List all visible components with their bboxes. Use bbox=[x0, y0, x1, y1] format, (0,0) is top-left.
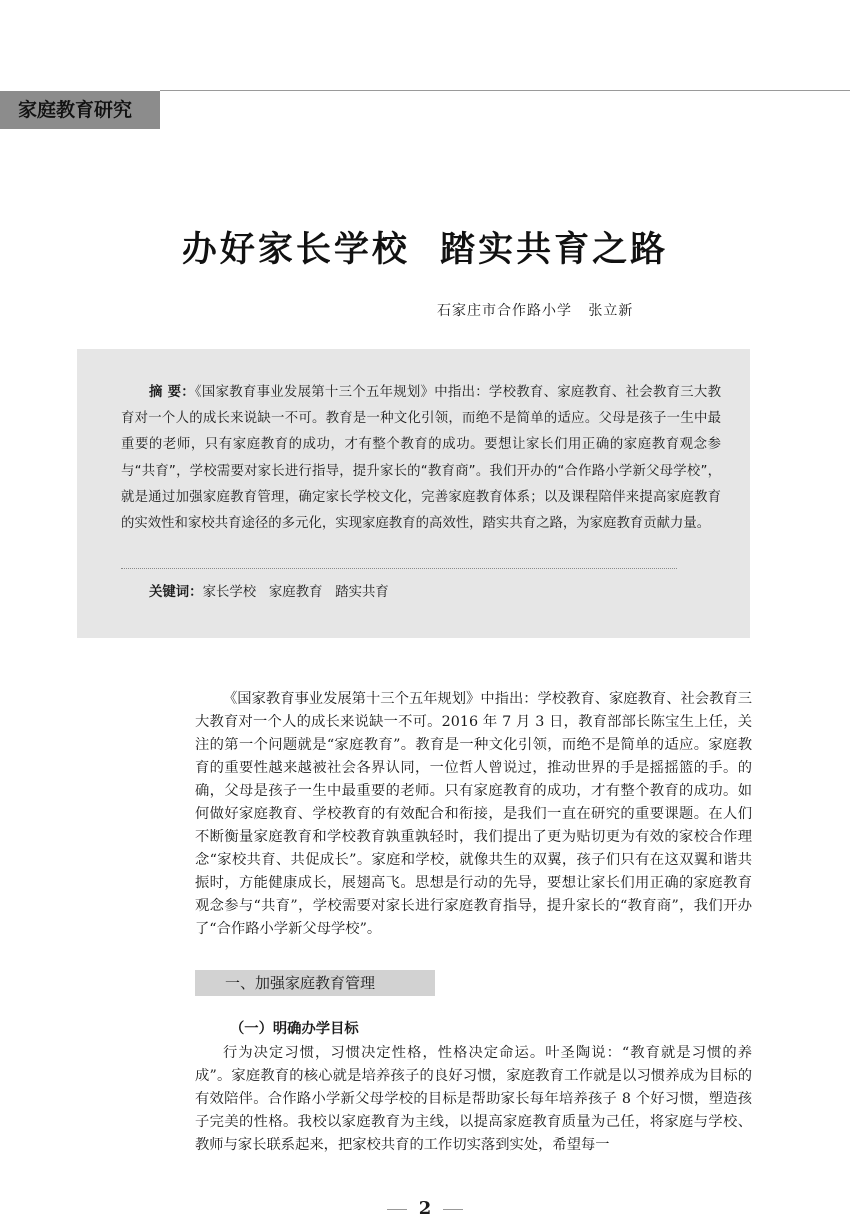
abstract-text: 《国家教育事业发展第十三个五年规划》中指出：学校教育、家庭教育、社会教育三大教育对一个人的成长来说缺一不可。教育是一种文化引领，而绝不是简单的适应。父母是孩子一生中最重要的老师，只有家庭教育的成功，才有整个教育的成功。要想让家长们用正确的家庭教育观念参与“共育”，学校需要对家长进行指导，提升家长的“教育商”。我们开办的“合作路小学新父母学校”，就是通过加强家庭教育管理，确定家长学校文化，完善家庭教育体系；以及课程陪伴来提高家庭教育的实效性和家校共育途径的多元化，实现家庭教育的高效性，踏实共育之路，为家庭教育贡献力量。 bbox=[121, 385, 721, 532]
page-number-text: 2 bbox=[418, 1198, 432, 1219]
section-heading-box bbox=[195, 970, 435, 996]
article-author: 石家庄市合作路小学 张立新 bbox=[437, 303, 634, 319]
abstract-divider bbox=[121, 568, 677, 569]
page-number bbox=[0, 1198, 850, 1219]
intro-paragraph: 《国家教育事业发展第十三个五年规划》中指出：学校教育、家庭教育、社会教育三大教育对一个人的成长来说缺一不可。2016 年 7 月 3 日，教育部部长陈宝生上任，关注的第一个问题就是“家庭教育”。教育是一种文化引领，而绝不是简单的适应。家庭教育的重要性越来越被社会各界认同，一位哲人曾说过，推动世界的手是摇摇篮的手。的确，父母是孩子一生中最重要的老师。只有家庭教育的成功，才有整个教育的成功。如何做好家庭教育、学校教育的有效配合和衔接，是我们一直在研究的重要课题。在人们不断衡量家庭教育和学校教育孰重孰轻时，我们提出了更为贴切更为有效的家校合作理念“家校共育、共促成长”。家庭和学校，就像共生的双翼，孩子们只有在这双翼和谐共振时，方能健康成长，展翅高飞。思想是行动的先导，要想让家长们用正确的家庭教育观念参与“共育”，学校需要对家长进行家庭教育指导，提升家长的“教育商”，我们开办了“合作路小学新父母学校”。 bbox=[195, 691, 752, 937]
keywords-text: 家长学校 家庭教育 踏实共育 bbox=[202, 585, 389, 600]
section-tag: 家庭教育研究 bbox=[0, 91, 160, 129]
subsection-heading: （一）明确办学目标 bbox=[230, 1021, 359, 1037]
keywords-label: 关键词： bbox=[149, 585, 203, 600]
subsection-paragraph: 行为决定习惯，习惯决定性格，性格决定命运。叶圣陶说：“教育就是习惯的养成”。家庭教育的核心就是培养孩子的良好习惯，家庭教育工作就是以习惯养成为目标的有效陪伴。合作路小学新父母学校的目标是帮助家长每年培养孩子 8 个好习惯，塑造孩子完美的性格。我校以家庭教育为主线，以提高家庭教育质量为己任，将家庭与学校、教师与家长联系起来，把家校共育的工作切实落到实处，希望每一 bbox=[195, 1045, 752, 1153]
header-rule bbox=[160, 90, 850, 91]
page-number-rule-right bbox=[443, 1209, 463, 1210]
abstract bbox=[121, 379, 721, 537]
section-heading: 一、加强家庭教育管理 bbox=[225, 974, 376, 992]
abstract-box bbox=[77, 349, 750, 638]
keywords bbox=[149, 581, 389, 600]
abstract-label: 摘 要： bbox=[149, 384, 195, 400]
page-number-rule-left bbox=[387, 1209, 407, 1210]
article-title: 办好家长学校 踏实共育之路 bbox=[181, 230, 669, 270]
